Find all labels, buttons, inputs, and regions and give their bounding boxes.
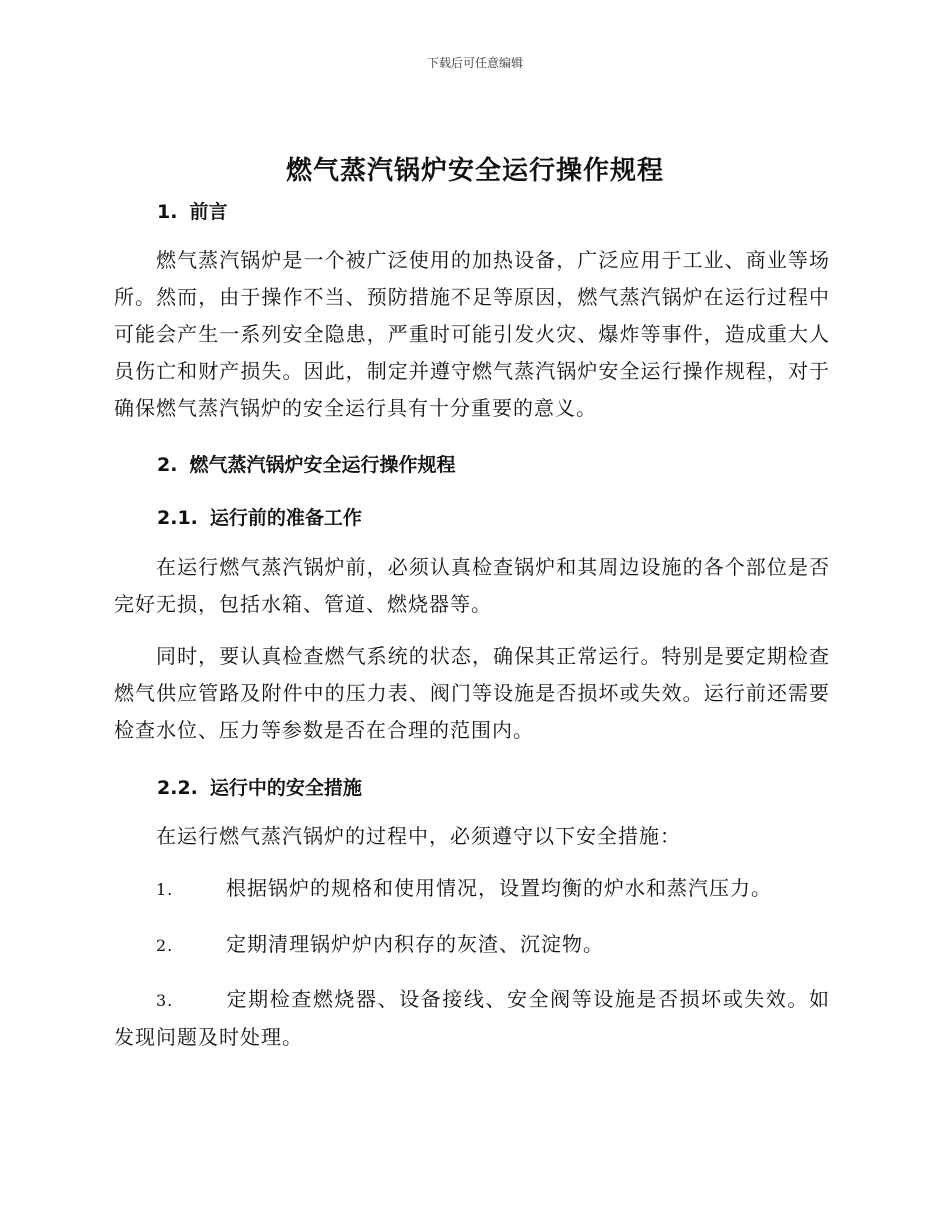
- section-number: 2.: [157, 454, 178, 476]
- section-heading-2: [157, 450, 455, 477]
- section-number: 1.: [157, 201, 178, 223]
- list-item-text: 定期清理锅炉炉内积存的灰渣、沉淀物。: [226, 932, 604, 956]
- paragraph-intro: 燃气蒸汽锅炉是一个被广泛使用的加热设备，广泛应用于工业、商业等场所。然而，由于操作不当、预防措施不足等原因，燃气蒸汽锅炉在运行过程中可能会产生一系列安全隐患，严重时可能引发火灾、爆炸等事件，造成重大人员伤亡和财产损失。因此，制定并遵守燃气蒸汽锅炉安全运行操作规程，对于确保燃气蒸汽锅炉的安全运行具有十分重要的意义。: [114, 248, 830, 420]
- section-label: 燃气蒸汽锅炉安全运行操作规程: [189, 454, 456, 476]
- subsection-heading-2-2: [157, 773, 362, 800]
- list-item-text: 根据锅炉的规格和使用情况，设置均衡的炉水和蒸汽压力。: [226, 876, 772, 900]
- section-heading-1: [157, 197, 227, 224]
- list-item-text: 定期检查燃烧器、设备接线、安全阀等设施是否损坏或失效。如发现问题及时处理。: [114, 987, 830, 1049]
- list-item: [114, 926, 830, 964]
- paragraph-safety-intro: 在运行燃气蒸汽锅炉的过程中，必须遵守以下安全措施：: [156, 824, 681, 848]
- section-number: 2.2.: [157, 777, 198, 799]
- list-item: [114, 981, 830, 1056]
- section-number: 2.1.: [157, 507, 198, 529]
- paragraph-preparation-1: 在运行燃气蒸汽锅炉前，必须认真检查锅炉和其周边设施的各个部位是否完好无损，包括水箱、管道、燃烧器等。: [114, 555, 830, 616]
- subsection-heading-2-1: [157, 503, 362, 530]
- header-note: 下载后可任意编辑: [426, 56, 523, 70]
- list-item: [114, 870, 830, 908]
- list-item-number: 3.: [156, 991, 174, 1010]
- document-title: 燃气蒸汽锅炉安全运行操作规程: [285, 156, 664, 186]
- section-label: 运行中的安全措施: [209, 777, 362, 799]
- list-item-number: 1.: [156, 880, 174, 899]
- paragraph-preparation-2: 同时，要认真检查燃气系统的状态，确保其正常运行。特别是要定期检查燃气供应管路及附件中的压力表、阀门等设施是否损坏或失效。运行前还需要检查水位、压力等参数是否在合理的范围内。: [114, 644, 830, 742]
- section-label: 运行前的准备工作: [209, 507, 362, 529]
- section-label: 前言: [189, 201, 228, 223]
- list-item-number: 2.: [156, 936, 174, 955]
